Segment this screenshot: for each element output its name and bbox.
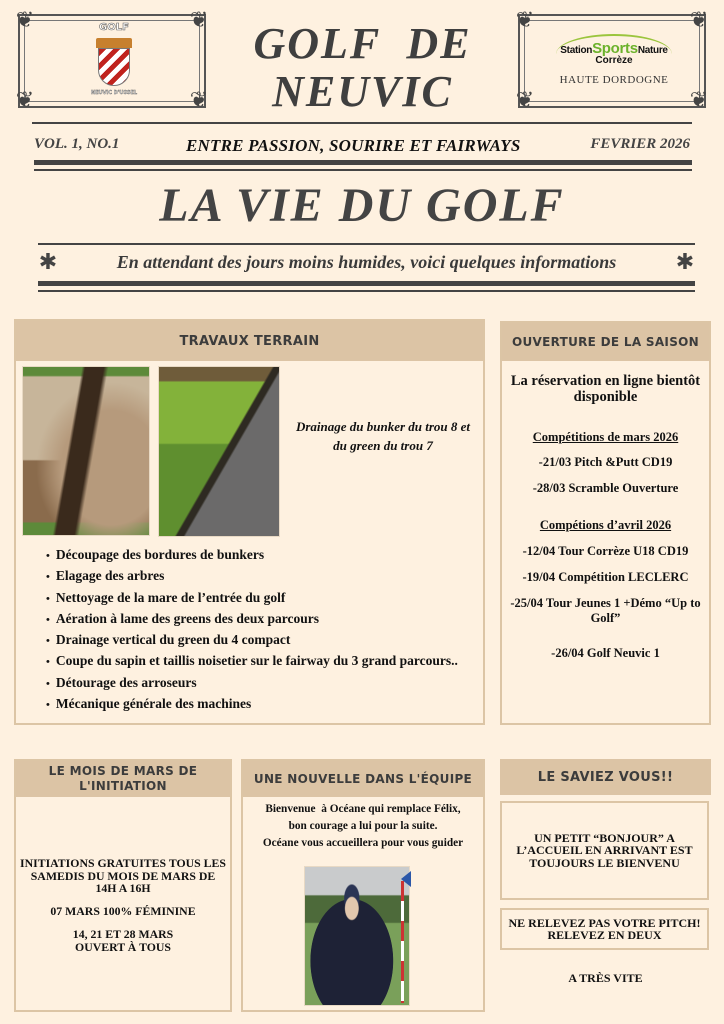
golf-logo-frame (15, 8, 209, 113)
competition-item: -28/03 Scramble Ouverture (532, 481, 679, 495)
initiation-open-dates: 14, 21 ET 28 MARS OUVERT À TOUS (72, 927, 174, 954)
tagline: ENTRE PASSION, SOURIRE ET FAIRWAYS (186, 136, 521, 155)
avril-competitions-title: Compétions d’avril 2026 (539, 518, 672, 532)
divider (38, 290, 695, 292)
shield-icon (98, 48, 130, 86)
logo-station: Station (560, 45, 593, 56)
reservation-notice: La réservation en ligne bientôt disponible (510, 373, 701, 405)
list-item: • Mécanique générale des machines (46, 694, 458, 715)
crest-sub-text: NEUVIC D'USSEL (90, 90, 138, 96)
flag-pole (401, 881, 404, 1003)
list-item: • Aération à lame des greens des deux parcours (46, 609, 458, 630)
subtitle-row (38, 248, 695, 276)
crown-icon (96, 38, 132, 48)
saviez-vous-title: LE SAVIEZ VOUS!! (500, 759, 711, 795)
competition-item: -19/04 Compétition LECLERC (522, 570, 689, 584)
section-title: OUVERTURE DE LA SAISON (502, 323, 709, 361)
ornament-icon: ❦ (15, 88, 35, 113)
equipe-section (241, 759, 485, 1012)
list-item: • Détourage des arroseurs (46, 673, 458, 694)
welcome-line: Bienvenue à Océane qui remplace Félix, (265, 803, 461, 815)
logo-region: Corrèze (595, 55, 633, 66)
oceane-photo (304, 866, 410, 1006)
competition-item: -26/04 Golf Neuvic 1 (551, 646, 660, 660)
asterisk-icon: ✱ (675, 249, 695, 275)
tip-pitch: NE RELEVEZ PAS VOTRE PITCH! RELEVEZ EN DEUX (500, 908, 709, 950)
competition-item: -21/03 Pitch &Putt CD19 (538, 455, 673, 469)
ornament-icon: ❦ (15, 8, 35, 33)
volume-number: VOL. 1, NO.1 (34, 136, 120, 152)
station-sports-nature-logo (540, 34, 688, 86)
initiation-section (14, 759, 232, 1012)
ouverture-saison-section (500, 321, 711, 725)
logo-sports: Sports (592, 40, 638, 57)
list-item: • Découpage des bordures de bunkers (46, 545, 458, 566)
initiation-schedule: INITIATIONS GRATUITES TOUS LES SAMEDIS DU MOIS DE MARS DE 14H A 16H (20, 856, 226, 895)
list-item: • Nettoyage de la mare de l’entrée du golf (46, 588, 458, 609)
masthead-line1: GOLF DE (253, 19, 472, 68)
ornament-icon: ❦ (689, 8, 709, 33)
masthead-line2: NEUVIC (272, 67, 453, 116)
subtitle: En attendant des jours moins humides, voici quelques informations (116, 251, 617, 272)
section-title: LE MOIS DE MARS DE L'INITIATION (16, 761, 230, 797)
divider (38, 281, 695, 286)
ornament-icon: ❦ (515, 8, 535, 33)
divider (34, 169, 692, 171)
golf-neuvic-crest-logo (90, 22, 138, 102)
divider (34, 160, 692, 165)
initiation-feminine: 07 MARS 100% FÉMININE (50, 904, 196, 918)
tip-bonjour: UN PETIT “BONJOUR” A L’ACCUEIL EN ARRIVANT EST TOUJOURS LE BIENVENU (500, 801, 709, 900)
welcome-line: Océane vous accueillera pour vous guider (262, 837, 464, 849)
competition-item: -12/04 Tour Corrèze U18 CD19 (522, 544, 689, 558)
list-item: • Elagage des arbres (46, 566, 458, 587)
section-title: UNE NOUVELLE DANS L'ÉQUIPE (243, 761, 483, 797)
list-item: • Drainage vertical du green du 4 compact (46, 630, 458, 651)
logo-nature: Nature (637, 45, 668, 56)
travaux-terrain-section (14, 319, 485, 725)
mars-competitions-title: Compétitions de mars 2026 (532, 430, 679, 444)
crest-golf-text: GOLF (99, 22, 129, 33)
headline: LA VIE DU GOLF (159, 179, 565, 232)
divider (38, 243, 695, 245)
bunker-drainage-photo (22, 366, 150, 536)
photo-caption: Drainage du bunker du trou 8 et du green du trou 7 (295, 419, 471, 453)
logo-sub: HAUTE DORDOGNE (559, 74, 669, 86)
masthead-title (210, 20, 515, 116)
section-title: TRAVAUX TERRAIN (16, 321, 483, 361)
closing-text: A TRÈS VITE (568, 971, 643, 985)
ornament-icon: ❦ (689, 88, 709, 113)
green-drainage-photo (158, 366, 280, 537)
ornament-icon: ❦ (515, 88, 535, 113)
ornament-icon: ❦ (189, 88, 209, 113)
asterisk-icon: ✱ (38, 249, 58, 275)
welcome-line: bon courage a lui pour la suite. (288, 820, 438, 832)
sponsor-logo-frame (515, 8, 709, 113)
ornament-icon: ❦ (189, 8, 209, 33)
issue-date: FEVRIER 2026 (590, 136, 690, 152)
divider (32, 122, 692, 124)
list-item: • Coupe du sapin et taillis noisetier sur le fairway du 3 grand parcours.. (46, 651, 458, 672)
travaux-list (46, 545, 458, 715)
competition-item: -25/04 Tour Jeunes 1 +Démo “Up to Golf” (510, 596, 701, 625)
welcome-text (247, 801, 479, 852)
